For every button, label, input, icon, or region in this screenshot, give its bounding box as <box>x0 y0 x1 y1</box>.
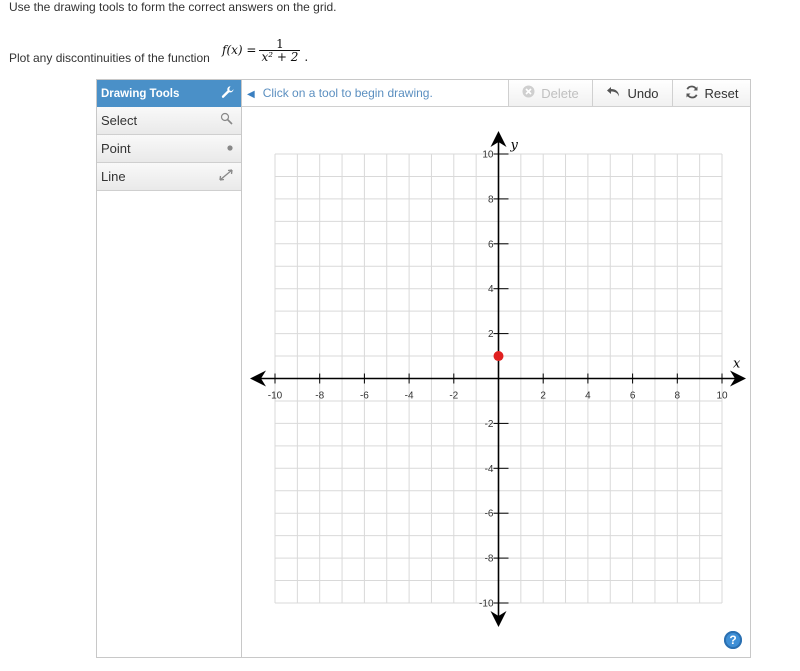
y-tick-label: 8 <box>487 194 494 206</box>
undo-label: Undo <box>627 85 659 101</box>
x-tick-label: -10 <box>267 390 283 402</box>
y-tick-label: 4 <box>487 284 494 296</box>
help-icon: ? <box>729 633 737 647</box>
y-axis-label: y <box>510 138 518 153</box>
y-tick-label: -10 <box>479 598 494 610</box>
y-tick-label: -6 <box>484 508 494 520</box>
tool-line-label: Line <box>101 169 126 184</box>
prompt-text: Plot any discontinuities of the function <box>9 51 210 65</box>
y-tick-label: -2 <box>484 418 494 430</box>
y-tick-label: -8 <box>484 553 494 565</box>
x-tick-label: 8 <box>674 390 681 402</box>
formula-denominator: x² + 2 <box>261 49 299 64</box>
reset-label: Reset <box>704 85 739 101</box>
hint-text: Click on a tool to begin drawing. <box>262 86 433 100</box>
delete-label: Delete <box>541 85 579 101</box>
x-tick-label: 4 <box>585 390 591 402</box>
tool-point-label: Point <box>101 141 131 156</box>
y-tick-label: -4 <box>484 463 494 475</box>
x-tick-label: -8 <box>315 390 325 402</box>
y-tick-label: 6 <box>487 239 494 251</box>
instructions: Use the drawing tools to form the correct answers on the grid. <box>9 0 337 14</box>
x-tick-label: 10 <box>716 390 728 402</box>
x-axis-label: x <box>733 356 741 372</box>
formula-lhs: f(x) = <box>222 43 257 57</box>
formula-period: . <box>304 50 309 64</box>
collapse-arrow-icon[interactable]: ◀ <box>247 89 255 100</box>
y-tick-label: 2 <box>487 329 494 341</box>
x-tick-label: 6 <box>629 390 636 402</box>
x-tick-label: 2 <box>540 390 546 402</box>
formula-numerator: 1 <box>276 36 284 51</box>
x-tick-label: -4 <box>404 390 414 402</box>
x-tick-label: -6 <box>359 390 369 402</box>
plotted-point[interactable] <box>494 351 504 361</box>
drawing-tools-title: Drawing Tools <box>101 87 180 100</box>
y-tick-label: 10 <box>482 149 494 161</box>
tool-select-label: Select <box>101 113 138 128</box>
help-button[interactable] <box>724 631 742 649</box>
x-tick-label: -2 <box>449 390 459 402</box>
